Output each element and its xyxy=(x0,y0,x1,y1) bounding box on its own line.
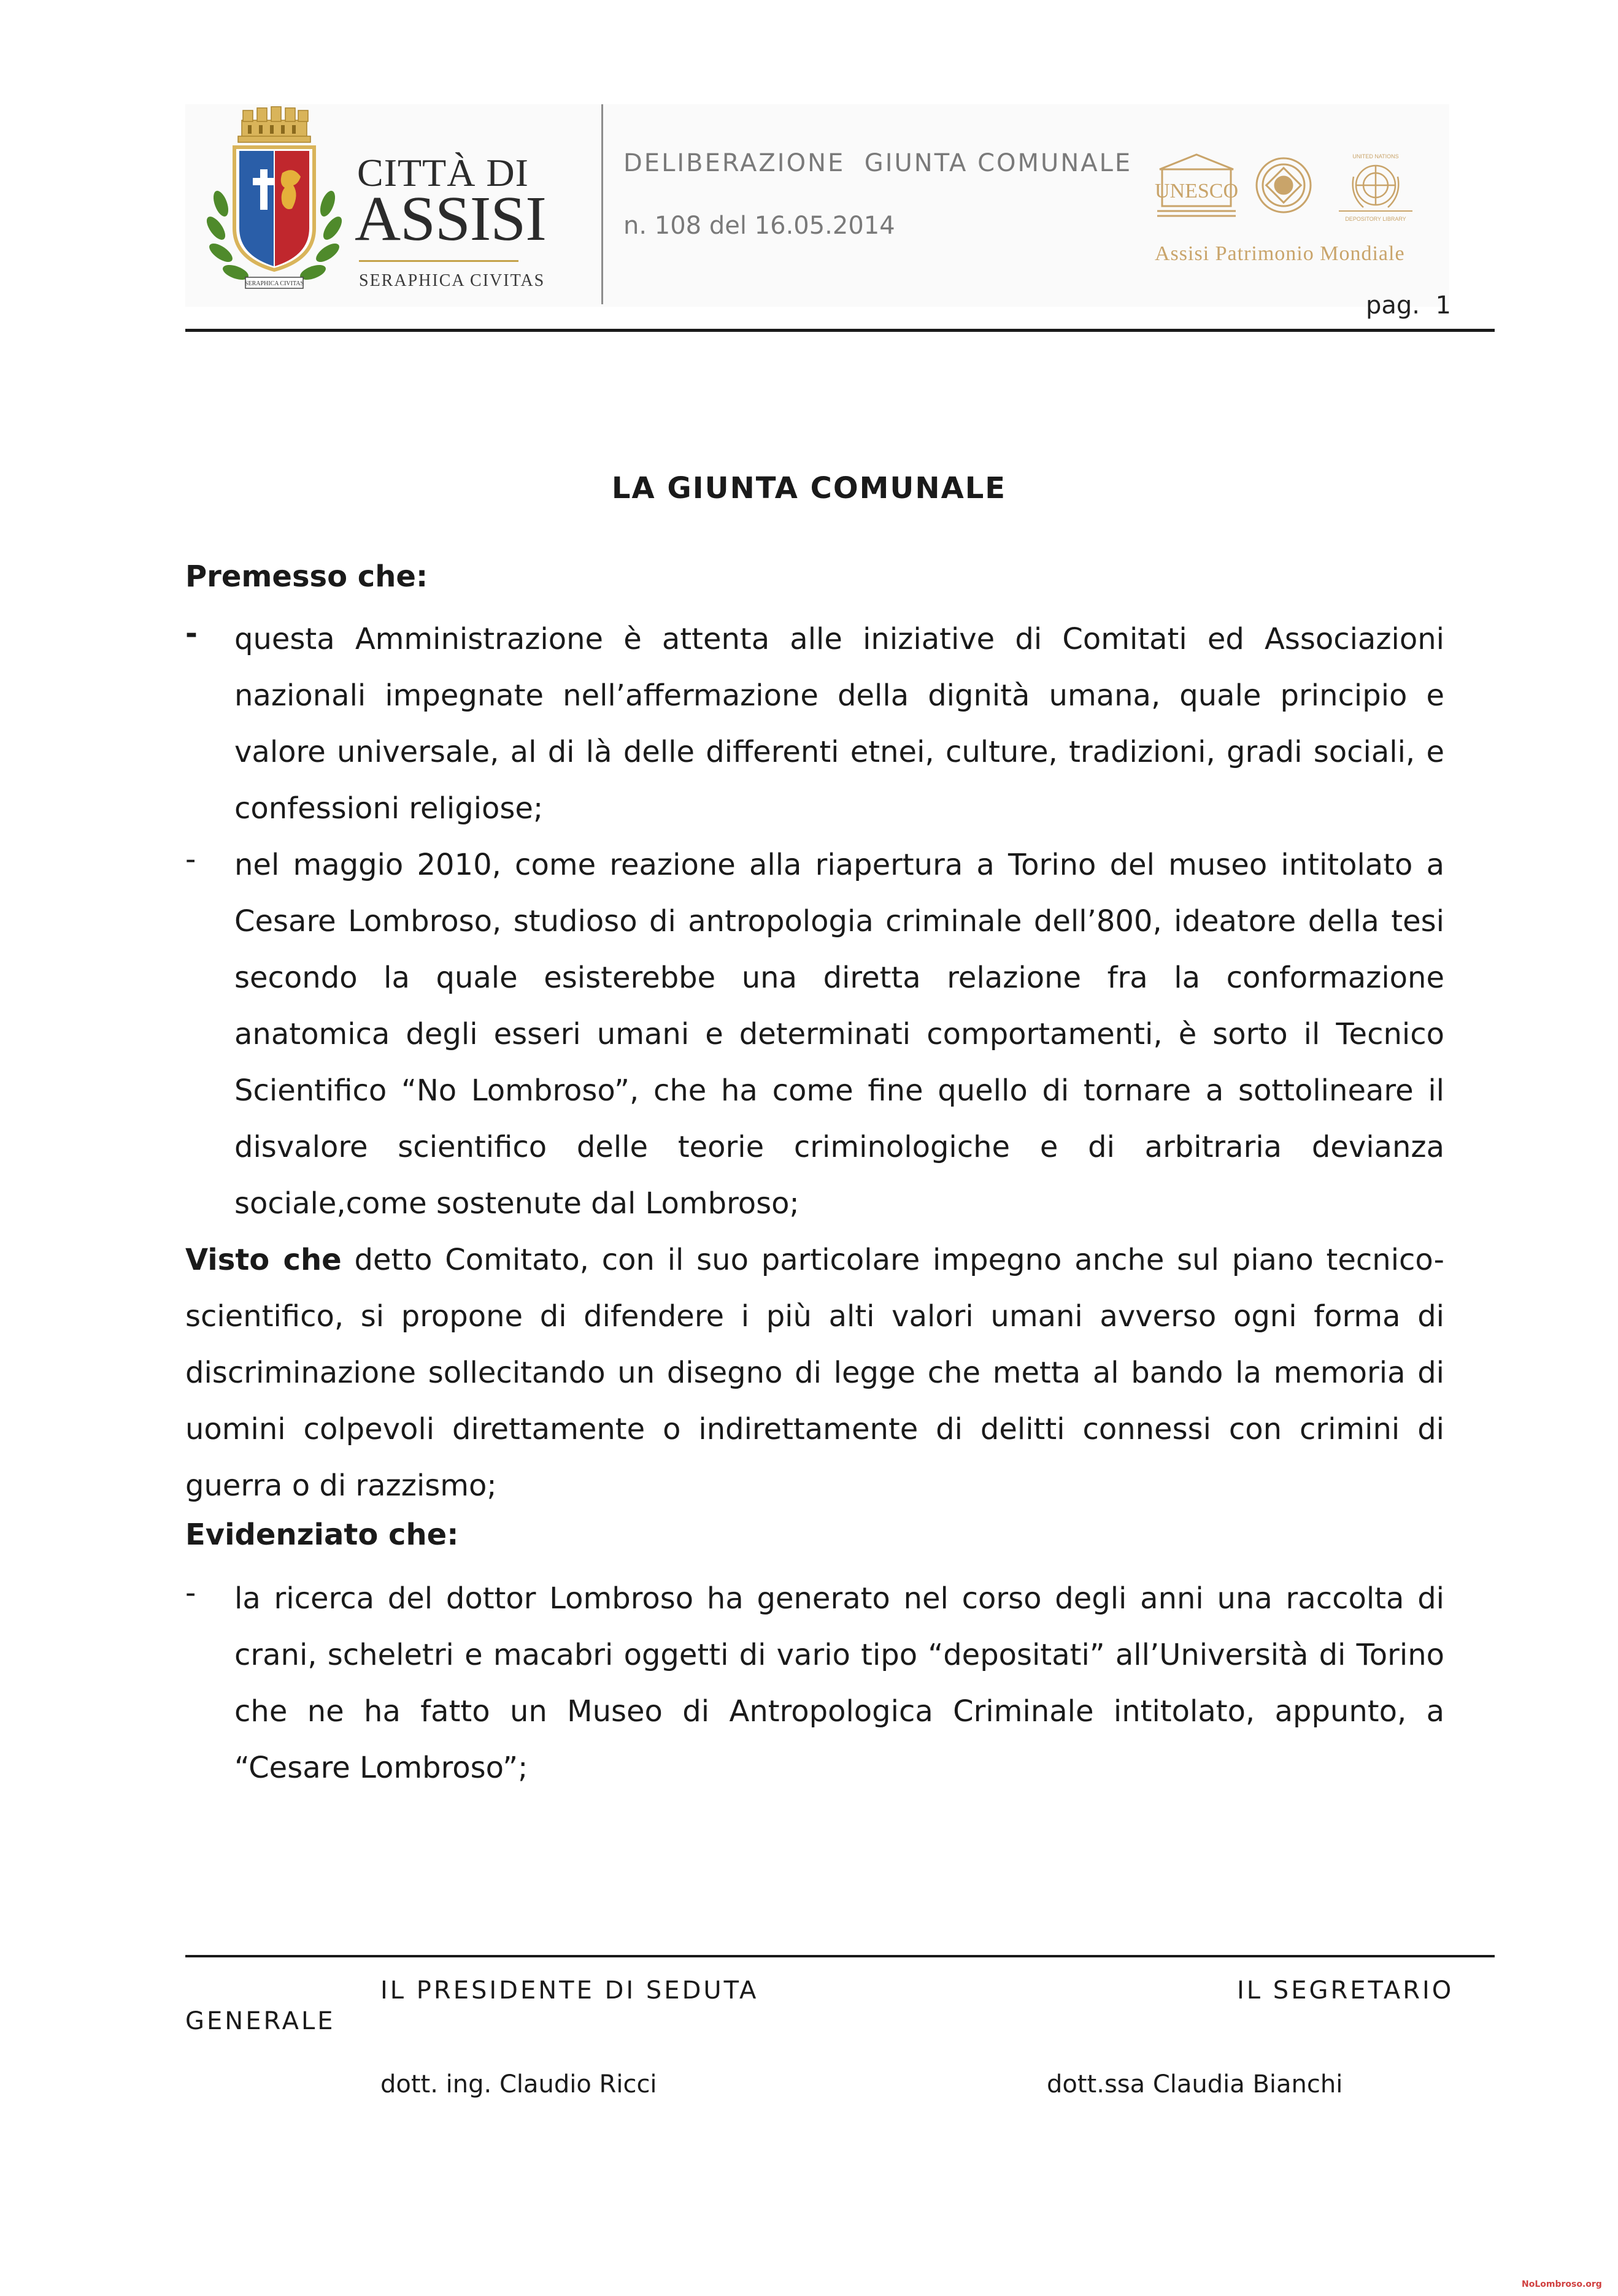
footer-rule xyxy=(185,1955,1495,1957)
bullet-marker: - xyxy=(185,1576,196,1610)
premesso-item-2: nel maggio 2010, come reazione alla riapertura a Torino del museo intitolato a Cesare Lombroso, studioso di antropologia criminale dell’800, ideatore della tesi secondo la quale esisterebbe una diretta relazione fra la conformazione anatomica degli esseri umani e determinati comportamenti, è sorto il Tecnico Scientifico “No Lombroso”, che ha come fine quello di tornare a sottolineare il disvalore scientifico delle teorie criminologiche e di arbitraria devianza sociale,come sostenute dal Lombroso; xyxy=(234,848,1444,1221)
evidenziato-heading: Evidenziato che: xyxy=(185,1518,459,1552)
city-motto: SERAPHICA CIVITAS xyxy=(359,271,545,290)
un-text-bottom: DEPOSITORY LIBRARY xyxy=(1345,216,1406,222)
evidenziato-item-1: la ricerca del dottor Lombroso ha generato nel corso degli anni una raccolta di crani, scheletri e macabri oggetti di vario tipo “depositati” all’Università di Torino che ne ha fatto un Museo di Antropologica Criminale intitolato, appunto, a “Cesare Lombroso”; xyxy=(234,1581,1444,1785)
premesso-item-1: questa Amministrazione è attenta alle iniziative di Comitati ed Associazioni nazionali impegnate nell’affermazione della dignità umana, quale principio e valore universale, al di là delle differenti etnei, culture, tradizioni, gradi sociali, e confessioni religiose; xyxy=(234,622,1444,826)
city-name-underline xyxy=(359,260,518,262)
bullet-marker: - xyxy=(185,842,196,877)
city-name: ASSISI xyxy=(355,183,546,254)
watermark: NoLombroso.org xyxy=(1522,2279,1602,2289)
visto-paragraph xyxy=(185,1232,1444,1514)
secretary-title-continuation: GENERALE xyxy=(185,2007,336,2035)
deliberation-title: DELIBERAZIONE GIUNTA COMUNALE xyxy=(623,149,1133,177)
page-number: pag. 1 xyxy=(1366,291,1451,320)
unesco-temple-icon xyxy=(1155,155,1238,216)
crest-ribbon-text: SERAPHICA CIVITAS xyxy=(244,280,304,287)
city-prefix: CITTÀ DI xyxy=(357,151,529,194)
president-title: IL PRESIDENTE DI SEDUTA xyxy=(380,1976,759,2005)
un-emblem-icon xyxy=(1339,153,1412,222)
premesso-heading: Premesso che: xyxy=(185,559,428,594)
un-text-top: UNITED NATIONS xyxy=(1352,153,1399,159)
visto-text: detto Comitato, con il suo particolare impegno anche sul piano tecnico-scientifico, si propone di difendere i più alti valori umani avverso ogni forma di discriminazione sollecitando un disegno di legge che metta al bando la memoria di uomini colpevoli direttamente o indirettamente di delitti connessi con crimini di guerra o di razzismo; xyxy=(185,1243,1445,1503)
world-heritage-emblem-icon xyxy=(1257,158,1311,212)
heritage-caption: Assisi Patrimonio Mondiale xyxy=(1155,242,1405,265)
header-divider xyxy=(601,104,603,304)
heritage-logos xyxy=(1155,152,1431,226)
deliberation-number: n. 108 del 16.05.2014 xyxy=(623,212,895,240)
document-title: LA GIUNTA COMUNALE xyxy=(611,471,1007,505)
unesco-text: UNESCO xyxy=(1155,180,1239,202)
city-crest-icon xyxy=(198,106,351,307)
visto-lead: Visto che xyxy=(185,1243,342,1277)
secretary-title: IL SEGRETARIO xyxy=(1237,1976,1454,2005)
bullet-marker: - xyxy=(185,616,198,651)
president-name: dott. ing. Claudio Ricci xyxy=(380,2070,657,2098)
secretary-name: dott.ssa Claudia Bianchi xyxy=(1047,2070,1343,2098)
header-rule xyxy=(185,329,1495,332)
